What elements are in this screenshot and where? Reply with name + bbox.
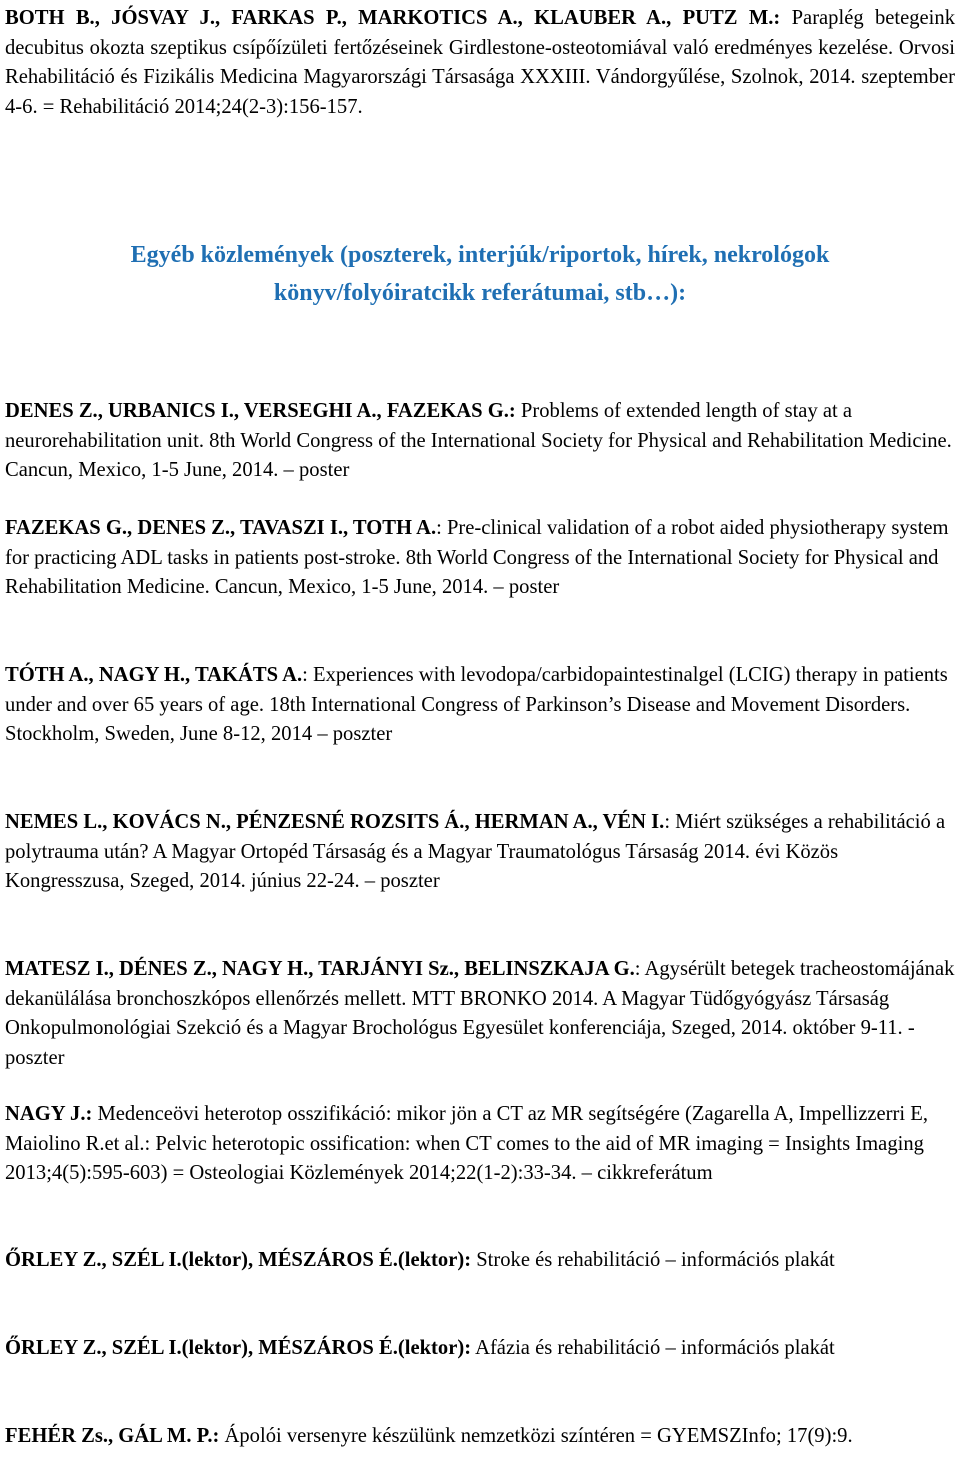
section-heading-line-1: Egyéb közlemények (poszterek, interjúk/riportok, hírek, nekrológok — [130, 242, 830, 268]
entry-text: Paraplég betegeink decubitus okozta szeptikus csípőízületi fertőzéseinek Girdlestone-osteotomiával való eredményes kezelése. Orvosi Rehabilitáció és Fizikális Medicina Magyarországi Társasága XXXIII. Vándorgyűlése, Szolnok, 2014. szeptember 4-6. = Rehabilitáció 2014;24(2-3):156-157. — [5, 7, 955, 118]
entry-authors: FEHÉR Zs., GÁL M. P.: — [5, 1425, 220, 1447]
entry-text: Medenceövi heterotop osszifikáció: mikor jön a CT az MR segítségére (Zagarella A, Impellizzerri E, Maiolino R.et al.: Pelvic heterotopic ossification: when CT comes to the aid of MR imaging = Insights Imaging 2013;4(5):595-603) = Osteologiai Közlemények 2014;22(1-2):33-34. – cikkreferátum — [5, 1103, 928, 1184]
entry-authors: MATESZ I., DÉNES Z., NAGY H., TARJÁNYI Sz., BELINSZKAJA G. — [5, 958, 635, 980]
publication-entry — [5, 397, 955, 486]
publication-entry — [5, 955, 955, 1073]
entry-authors: NAGY J.: — [5, 1103, 93, 1125]
section-heading-line-2: könyv/folyóiratcikk referátumai, stb…): — [273, 280, 687, 306]
entry-authors: NEMES L., KOVÁCS N., PÉNZESNÉ ROZSITS Á., HERMAN A., VÉN I. — [5, 811, 665, 833]
entry-text: Afázia és rehabilitáció – információs plakát — [471, 1337, 835, 1359]
entry-text: Ápolói versenyre készülünk nemzetközi színtéren = GYEMSZInfo; 17(9):9. — [219, 1425, 853, 1447]
entry-text: : Agysérült betegek tracheostomájának dekanülálása bronchoszkópos ellenőrzés mellett. MTT BRONKO 2014. A Magyar Tüdőgyógyász Társaság Onkopulmonológiai Szekció és a Magyar Brochológus Egyesület konferenciája, Szeged, 2014. október 9-11. - poszter — [5, 958, 955, 1069]
publication-entry — [5, 808, 955, 897]
entry-authors: ŐRLEY Z., SZÉL I.(lektor), MÉSZÁROS É.(lektor): — [5, 1249, 472, 1271]
publication-entry — [5, 1422, 955, 1452]
publication-entry — [5, 661, 955, 750]
entry-text: Stroke és rehabilitáció – információs plakát — [471, 1249, 835, 1271]
entry-text: : Miért szükséges a rehabilitáció a polytrauma után? A Magyar Ortopéd Társaság és a Magyar Traumatológus Társaság 2014. évi Közös Kongresszusa, Szeged, 2014. június 22-24. – poszter — [5, 811, 946, 892]
entry-authors: DENES Z., URBANICS I., VERSEGHI A., FAZEKAS G.: — [5, 400, 516, 422]
entry-authors: FAZEKAS G., DENES Z., TAVASZI I., TOTH A. — [5, 517, 437, 539]
publication-entry — [5, 514, 955, 603]
entry-authors: TÓTH A., NAGY H., TAKÁTS A. — [5, 664, 303, 686]
publication-entry — [5, 1246, 955, 1276]
entry-text: : Pre-clinical validation of a robot aided physiotherapy system for practicing ADL tasks in patients post-stroke. 8th World Congress of the International Society for Physical and Rehabilitation Medicine. Cancun, Mexico, 1-5 June, 2014. – poster — [5, 517, 949, 598]
publication-entry — [5, 1334, 955, 1364]
section-heading — [0, 236, 960, 312]
publication-entry — [5, 4, 955, 122]
entry-authors: ŐRLEY Z., SZÉL I.(lektor), MÉSZÁROS É.(lektor): — [5, 1337, 472, 1359]
entry-text: : Experiences with levodopa/carbidopaintestinalgel (LCIG) therapy in patients under and over 65 years of age. 18th International Congress of Parkinson’s Disease and Movement Disorders. Stockholm, Sweden, June 8-12, 2014 – poszter — [5, 664, 948, 745]
entry-authors: BOTH B., JÓSVAY J., FARKAS P., MARKOTICS A., KLAUBER A., PUTZ M.: — [5, 7, 781, 29]
publication-entry — [5, 1100, 955, 1189]
entry-text: Problems of extended length of stay at a neurorehabilitation unit. 8th World Congress of the International Society for Physical and Rehabilitation Medicine. Cancun, Mexico, 1-5 June, 2014. – poster — [5, 400, 952, 481]
